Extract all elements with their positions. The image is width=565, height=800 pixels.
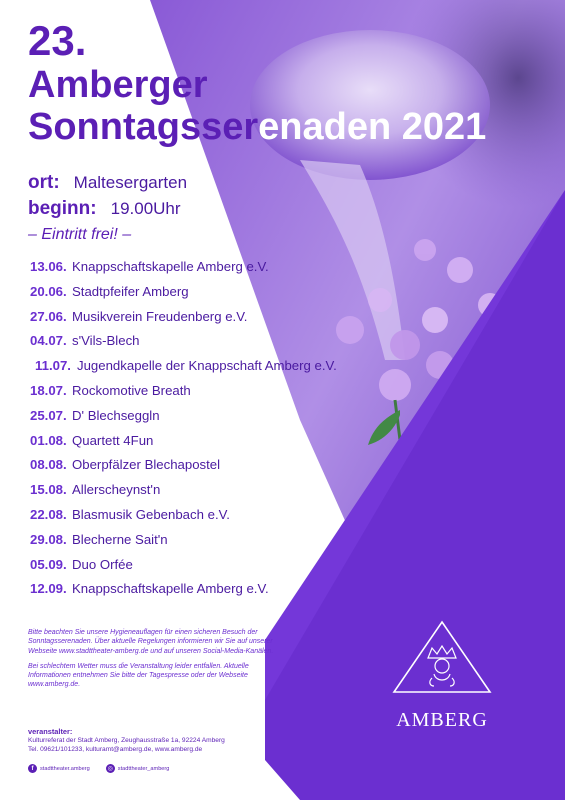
entry-note: – Eintritt frei! – bbox=[28, 226, 132, 243]
amberg-wordmark: AMBERG bbox=[396, 709, 488, 731]
event-performer: Allerscheynst'n bbox=[72, 482, 161, 498]
event-row bbox=[30, 383, 337, 408]
notice-paragraph-2: Bei schlechtem Wetter muss die Veranstaltung leider entfallen. Aktuelle Informationen entnehmen Sie bitte der Tagespresse oder der Webseite www.amberg.de. bbox=[28, 662, 249, 689]
event-date: 20.06. bbox=[30, 283, 67, 299]
hygiene-notice bbox=[28, 628, 283, 696]
organizer-address: Kulturreferat der Stadt Amberg, Zeughausstraße 1a, 92224 Amberg bbox=[28, 736, 225, 744]
event-row bbox=[30, 358, 337, 383]
crest-icon bbox=[382, 618, 502, 696]
event-date: 05.09. bbox=[30, 556, 67, 572]
organizer-contact: Tel. 09621/101233, kulturamt@amberg.de, www.amberg.de bbox=[28, 745, 203, 753]
event-performer: Duo Orfée bbox=[72, 556, 133, 572]
event-row bbox=[30, 284, 337, 309]
event-date: 29.08. bbox=[30, 531, 67, 547]
event-performer: D' Blechseggln bbox=[72, 407, 160, 423]
title-line-2-white: enaden 2021 bbox=[258, 106, 487, 148]
instagram-link[interactable] bbox=[106, 764, 170, 773]
notice-paragraph-1: Bitte beachten Sie unsere Hygieneauflagen für einen sicheren Besuch der Sonntagsserenaden. Über aktuelle Regelungen informieren wir Sie auf unserer Webseite www.stadttheater-amberg.de und auf unseren Social-Media-Kanälen. bbox=[28, 629, 274, 655]
instagram-icon: ◎ bbox=[107, 766, 113, 772]
event-performer: s'Vils-Blech bbox=[72, 333, 140, 349]
title-line-2-purple: Sonntagsser bbox=[28, 106, 259, 148]
title-line-2 bbox=[28, 108, 486, 146]
facebook-link[interactable] bbox=[28, 764, 90, 773]
event-date: 04.07. bbox=[30, 333, 67, 349]
start-label: beginn: bbox=[28, 198, 97, 219]
event-list bbox=[30, 259, 337, 606]
event-date: 18.07. bbox=[30, 382, 67, 398]
event-performer: Knappschaftskapelle Amberg e.V. bbox=[72, 581, 269, 597]
event-row bbox=[30, 457, 337, 482]
organizer-heading: veranstalter: bbox=[28, 727, 73, 736]
amberg-logo bbox=[382, 618, 502, 732]
event-performer: Knappschaftskapelle Amberg e.V. bbox=[72, 259, 269, 274]
poster-title bbox=[28, 17, 487, 148]
event-row bbox=[30, 532, 337, 557]
social-links bbox=[28, 764, 185, 773]
event-date: 25.07. bbox=[30, 407, 67, 423]
event-row bbox=[30, 557, 337, 582]
event-date: 12.09. bbox=[30, 581, 67, 597]
event-date: 13.06. bbox=[30, 259, 67, 274]
event-performer: Stadtpfeifer Amberg bbox=[72, 283, 189, 299]
event-performer: Jugendkapelle der Knappschaft Amberg e.V. bbox=[77, 358, 337, 374]
event-date: 27.06. bbox=[30, 308, 67, 324]
facebook-handle: stadttheater.amberg bbox=[40, 765, 90, 772]
instagram-handle: stadttheater_amberg bbox=[117, 765, 170, 772]
location-row bbox=[28, 172, 187, 198]
event-date: 01.08. bbox=[30, 432, 67, 448]
event-performer: Quartett 4Fun bbox=[72, 432, 154, 448]
event-date: 22.08. bbox=[30, 506, 67, 522]
title-line-1: Amberger bbox=[28, 64, 208, 106]
event-row bbox=[30, 433, 337, 458]
event-performer: Blasmusik Gebenbach e.V. bbox=[72, 506, 230, 522]
facebook-icon: f bbox=[28, 764, 37, 773]
event-performer: Blecherne Sait'n bbox=[72, 531, 168, 547]
event-date: 08.08. bbox=[30, 457, 67, 473]
event-info bbox=[28, 172, 187, 244]
event-date: 11.07. bbox=[35, 358, 71, 374]
event-row bbox=[30, 309, 337, 334]
event-row bbox=[30, 482, 337, 507]
start-row bbox=[28, 198, 187, 224]
event-date: 15.08. bbox=[30, 482, 67, 498]
start-value: 19.00Uhr bbox=[110, 199, 181, 218]
event-row bbox=[30, 259, 337, 284]
event-performer: Rockomotive Breath bbox=[72, 382, 191, 398]
event-row bbox=[30, 507, 337, 532]
organizer-block bbox=[28, 727, 278, 755]
event-row bbox=[30, 408, 337, 433]
event-performer: Oberpfälzer Blechapostel bbox=[72, 457, 221, 473]
event-performer: Musikverein Freudenberg e.V. bbox=[72, 308, 248, 324]
location-value: Maltesergarten bbox=[73, 173, 188, 192]
event-row bbox=[30, 333, 337, 358]
location-label: ort: bbox=[28, 172, 60, 193]
edition-number: 23. bbox=[28, 17, 87, 64]
event-row bbox=[30, 581, 337, 606]
